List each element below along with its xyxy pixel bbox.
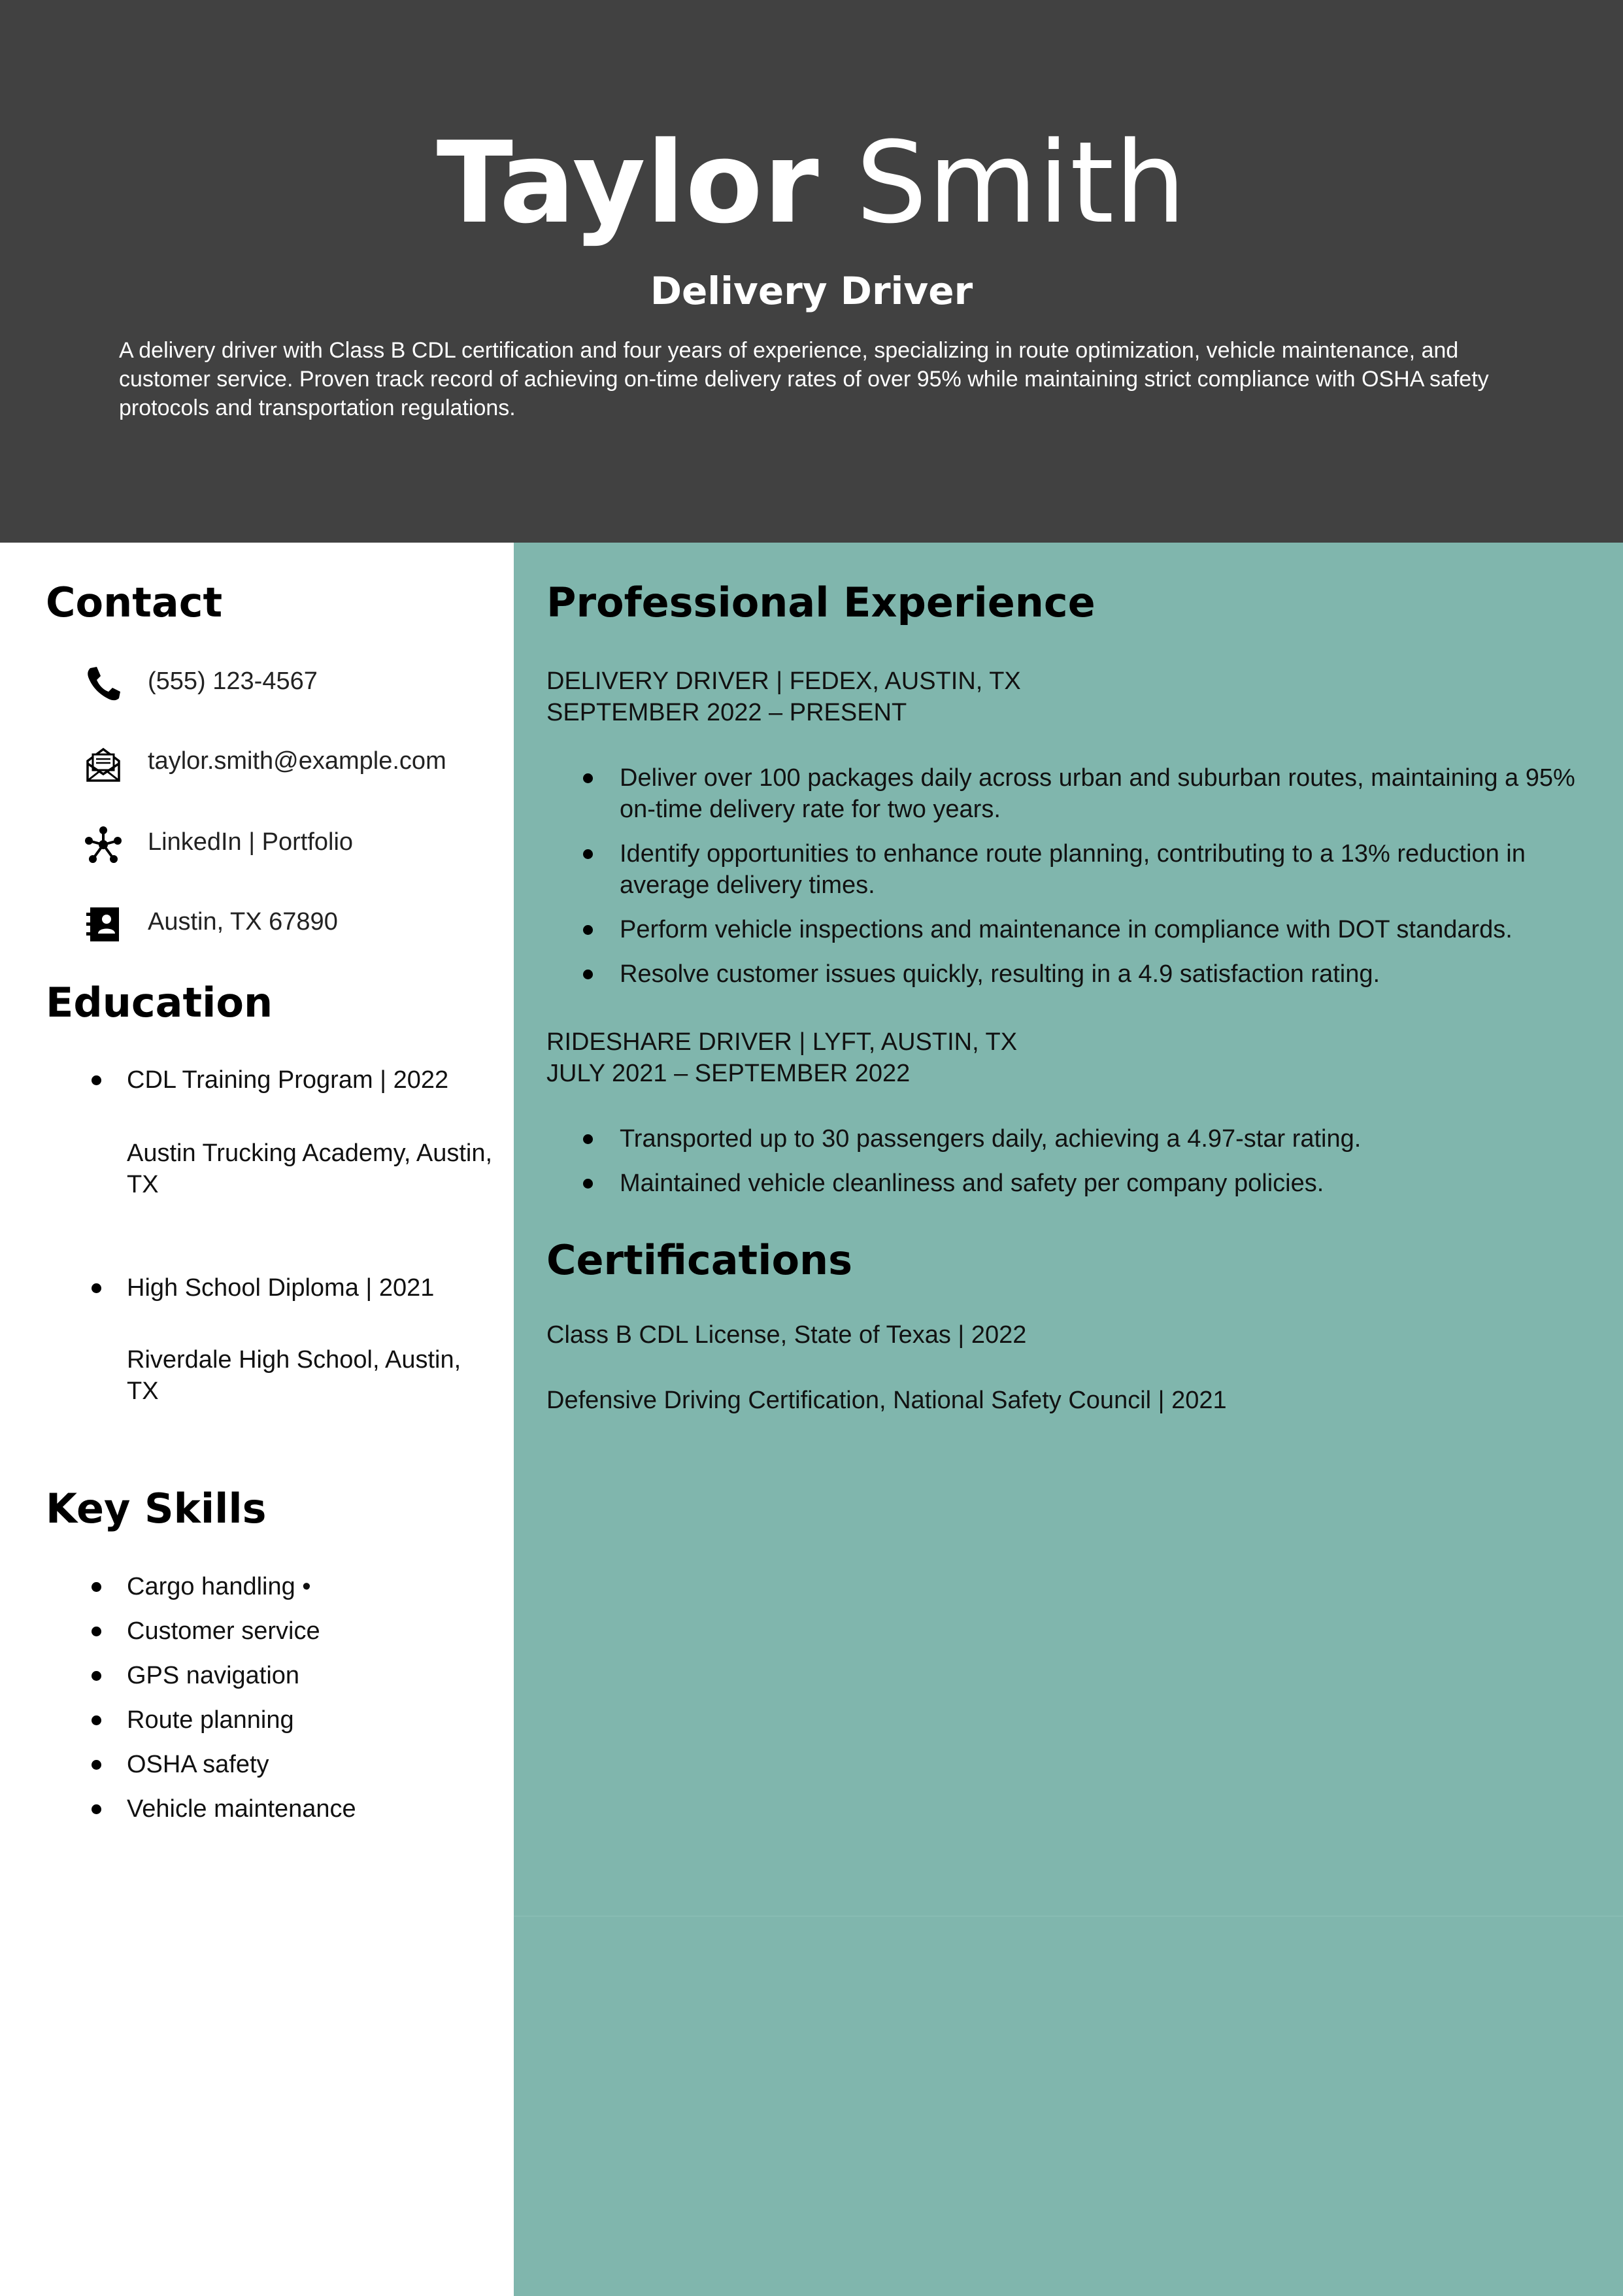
job-bullet: Deliver over 100 packages daily across urban and suburban routes, maintaining a 95% on-time delivery rate for two years. [546, 762, 1599, 825]
experience-title: Professional Experience [546, 579, 1096, 626]
last-name: Smith [856, 117, 1187, 248]
education-entry-1 [88, 1064, 480, 1096]
education-school: Austin Trucking Academy, Austin, TX [127, 1140, 493, 1198]
job-bullet: Transported up to 30 passengers daily, achieving a 4.97-star rating. [546, 1123, 1599, 1155]
job-bullets [546, 1123, 1599, 1212]
skill-item: GPS navigation [88, 1660, 480, 1691]
linkedin-portfolio-links[interactable]: LinkedIn | Portfolio [148, 828, 354, 856]
email-icon [84, 744, 123, 783]
skills-title: Key Skills [46, 1485, 267, 1532]
education-degree: High School Diploma | 2021 [88, 1272, 480, 1304]
skills-list [88, 1571, 480, 1825]
job-bullet: Identify opportunities to enhance route planning, contributing to a 13% reduction in average delivery times. [546, 838, 1599, 901]
first-name: Taylor [436, 117, 820, 248]
skill-item: Route planning [88, 1704, 480, 1736]
job-bullet: Maintained vehicle cleanliness and safety per company policies. [546, 1168, 1599, 1199]
job-bullet: Perform vehicle inspections and maintenance in compliance with DOT standards. [546, 914, 1599, 945]
contact-title: Contact [46, 579, 223, 626]
education-title: Education [46, 979, 273, 1026]
job-heading: DELIVERY DRIVER | FEDEX, AUSTIN, TX [546, 667, 1021, 695]
certification-item: Class B CDL License, State of Texas | 2022 [546, 1321, 1027, 1349]
certifications-title: Certifications [546, 1236, 853, 1284]
network-icon [84, 825, 123, 864]
location: Austin, TX 67890 [148, 908, 338, 936]
job-dates: JULY 2021 – SEPTEMBER 2022 [546, 1060, 911, 1087]
education-entry-2 [88, 1272, 480, 1304]
certification-item: Defensive Driving Certification, National Safety Council | 2021 [546, 1387, 1227, 1414]
job-dates: SEPTEMBER 2022 – PRESENT [546, 699, 907, 726]
job-bullet: Resolve customer issues quickly, resulting in a 4.9 satisfaction rating. [546, 958, 1599, 990]
skill-item: OSHA safety [88, 1749, 480, 1780]
skill-item: Vehicle maintenance [88, 1793, 480, 1825]
education-school: Riverdale High School, Austin, TX [127, 1346, 461, 1405]
divider [514, 1916, 1623, 1917]
resume-header [0, 0, 1623, 543]
education-degree: CDL Training Program | 2022 [88, 1064, 480, 1096]
job-bullets [546, 762, 1599, 1003]
candidate-name [0, 111, 1623, 255]
profile-summary: A delivery driver with Class B CDL certification and four years of experience, specializing in route optimization, vehicle maintenance, and customer service. Proven track record of achieving on-time delivery rates of over 95% while maintaining strict compliance with OSHA safety protocols and transportation regulations. [119, 338, 1489, 420]
phone-number: (555) 123-4567 [148, 667, 318, 695]
job-title: Delivery Driver [650, 269, 973, 313]
skill-item: Cargo handling • [88, 1571, 480, 1602]
phone-icon [84, 664, 123, 703]
skill-item: Customer service [88, 1615, 480, 1647]
address-book-icon [84, 905, 123, 944]
job-heading: RIDESHARE DRIVER | LYFT, AUSTIN, TX [546, 1028, 1018, 1056]
email-address: taylor.smith@example.com [148, 747, 446, 775]
